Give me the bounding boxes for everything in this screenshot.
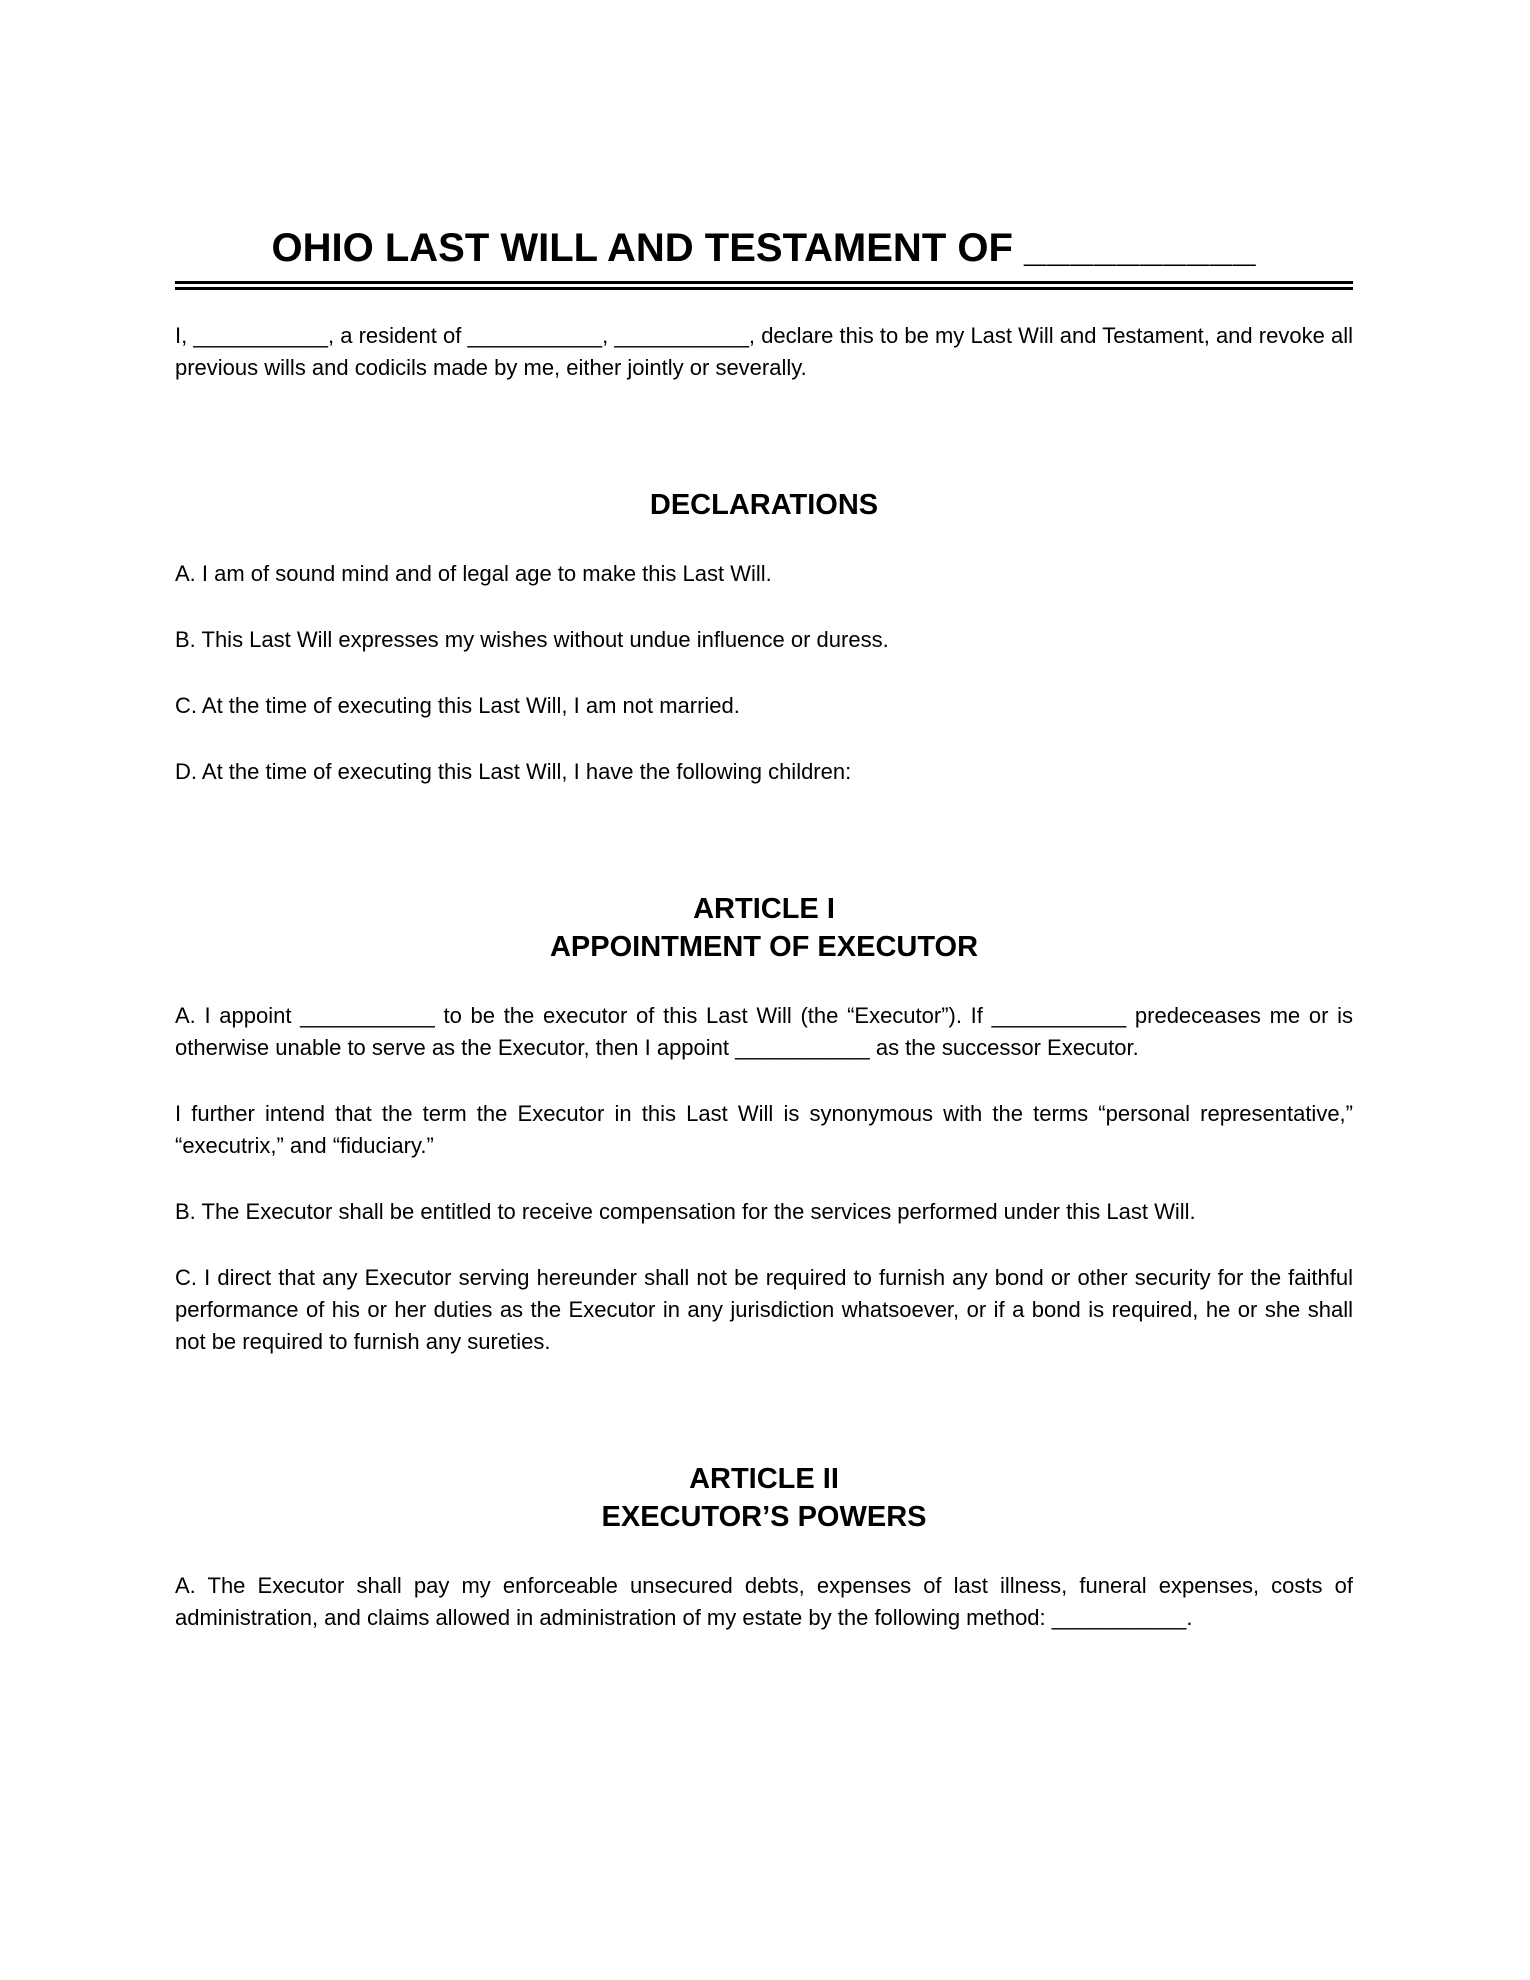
document-title-text: OHIO LAST WILL AND TESTAMENT OF (271, 226, 1013, 270)
article-1-heading-number: ARTICLE I (693, 893, 835, 925)
article-1-heading (175, 890, 1353, 966)
title-divider-rule (175, 281, 1353, 290)
declaration-item-c: C. At the time of executing this Last Will, I am not married. (175, 693, 740, 718)
article-2-heading (175, 1460, 1353, 1536)
article-2-heading-title: EXECUTOR’S POWERS (601, 1501, 927, 1533)
document-title-name-blank: __________ (1024, 226, 1257, 270)
declaration-item-a: A. I am of sound mind and of legal age to make this Last Will. (175, 561, 772, 586)
article-1-paragraph-b: B. The Executor shall be entitled to receive compensation for the services performed under this Last Will. (175, 1199, 1196, 1224)
intro-paragraph: I, ___________, a resident of ___________, ___________, declare this to be my Last Will and Testament, and revoke all previous wills and codicils made by me, either jointly or severally. (175, 323, 1353, 380)
article-2-paragraph-a: A. The Executor shall pay my enforceable unsecured debts, expenses of last illness, funeral expenses, costs of administration, and claims allowed in administration of my estate by the following method: ___________. (175, 1573, 1353, 1630)
declaration-item-d: D. At the time of executing this Last Will, I have the following children: (175, 759, 852, 784)
article-1-paragraph-a: A. I appoint ___________ to be the executor of this Last Will (the “Executor”). If ___________ predeceases me or is otherwise unable to serve as the Executor, then I appoint ___________ as the successor Executor. (175, 1003, 1353, 1060)
article-1-heading-title: APPOINTMENT OF EXECUTOR (549, 931, 979, 963)
declarations-heading: DECLARATIONS (649, 489, 879, 521)
article-1-paragraph-c: C. I direct that any Executor serving hereunder shall not be required to furnish any bond or other security for the faithful performance of his or her duties as the Executor in any jurisdiction whatsoever, or if a bond is required, he or she shall not be required to furnish any sureties. (175, 1265, 1353, 1354)
document-title (175, 226, 1353, 270)
article-1-paragraph-intent: I further intend that the term the Executor in this Last Will is synonymous with the terms “personal representative,” “executrix,” and “fiduciary.” (175, 1101, 1353, 1158)
declaration-item-b: B. This Last Will expresses my wishes without undue influence or duress. (175, 627, 889, 652)
article-2-heading-number: ARTICLE II (689, 1463, 839, 1495)
